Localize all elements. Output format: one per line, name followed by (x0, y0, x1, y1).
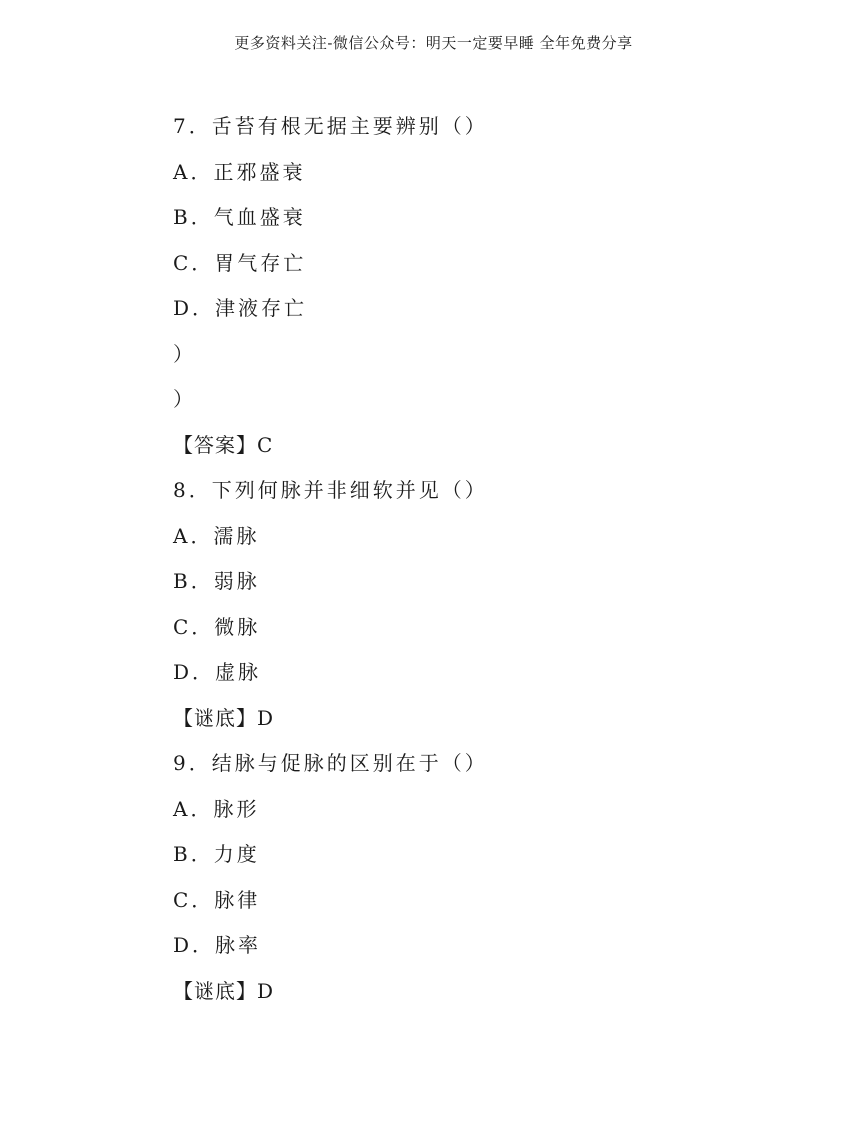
option-c: C．微脉 (173, 614, 261, 639)
option-a: A．濡脉 (173, 523, 260, 548)
question-stem: 8．下列何脉并非细软并见（） (173, 478, 488, 502)
option-c: C．脉律 (173, 887, 261, 912)
stray-paren: ） (173, 341, 196, 366)
option-b: B．弱脉 (173, 569, 260, 593)
option-b: B．气血盛衰 (173, 205, 306, 229)
question-list (173, 104, 813, 1014)
option-b: B．力度 (173, 842, 260, 866)
option-d: D．津液存亡 (173, 296, 308, 320)
question-stem: 7．舌苔有根无据主要辨别（） (173, 114, 488, 138)
answer: 【谜底】D (173, 705, 275, 730)
option-a: A．正邪盛衰 (173, 159, 306, 184)
question-stem: 9．结脉与促脉的区别在于（） (173, 751, 488, 775)
answer: 【谜底】D (173, 978, 275, 1003)
answer: 【答案】C (173, 432, 274, 457)
option-c: C．胃气存亡 (173, 250, 307, 275)
option-a: A．脉形 (173, 796, 260, 821)
option-d: D．脉率 (173, 933, 262, 957)
stray-paren: ） (173, 387, 196, 411)
option-d: D．虚脉 (173, 660, 262, 684)
page-header: 更多资料关注-微信公众号：明天一定要早睡 全年免费分享 (234, 34, 633, 52)
